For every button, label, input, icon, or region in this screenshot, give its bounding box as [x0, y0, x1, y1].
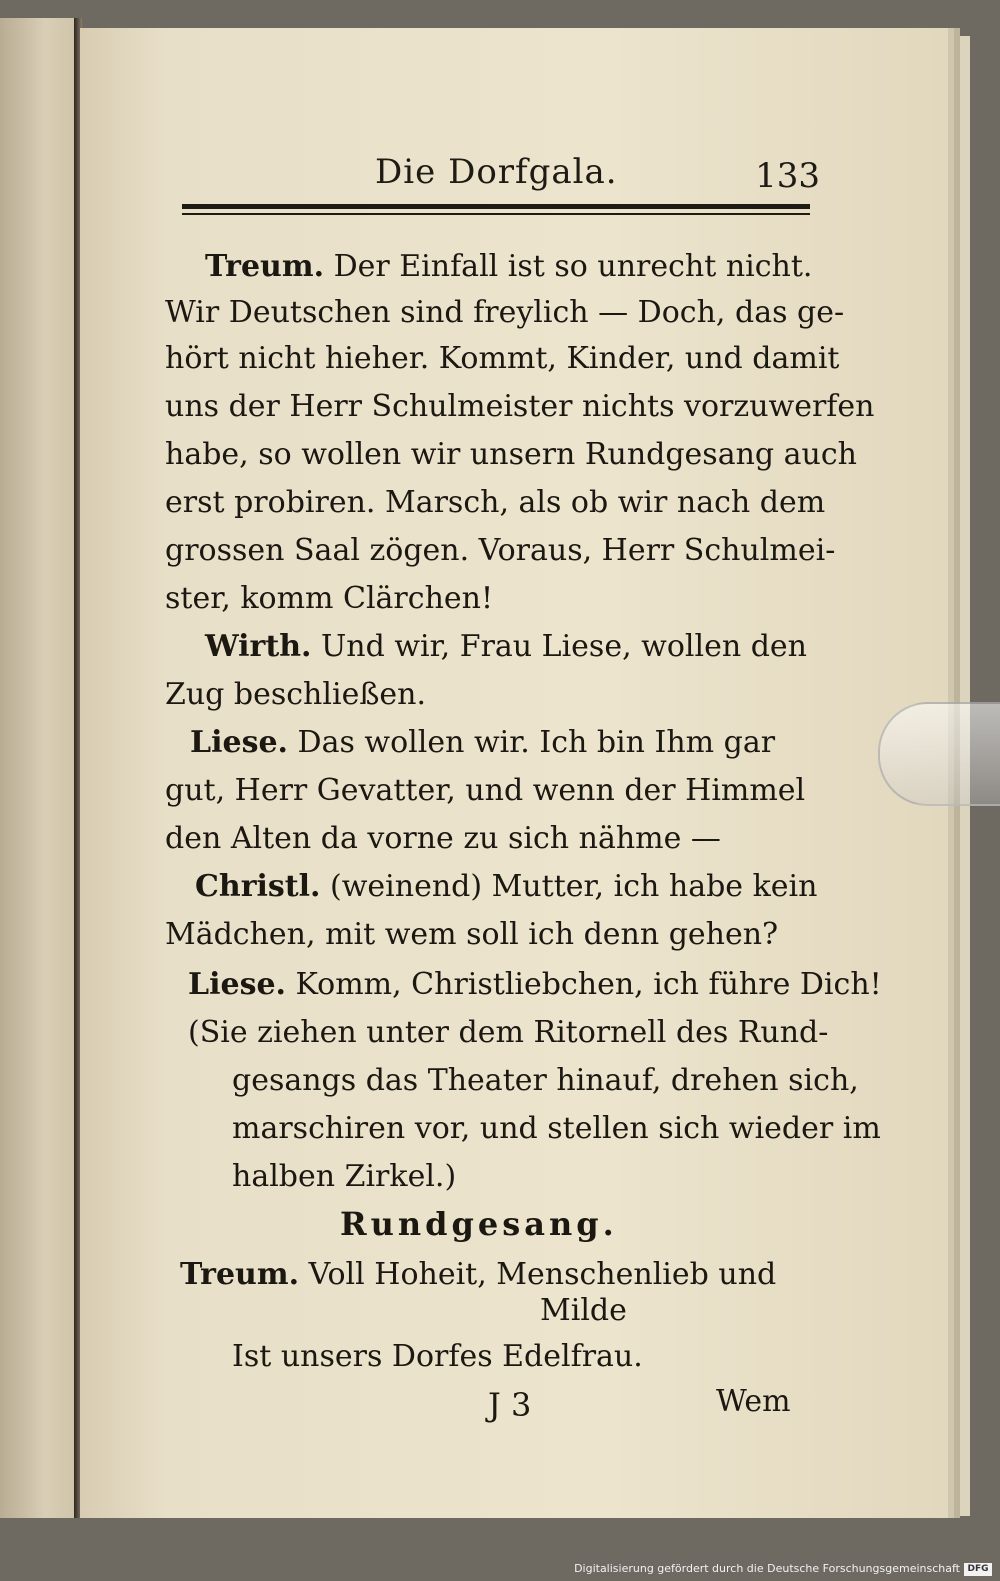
line-text: grossen Saal zögen. Voraus, Herr Schulmei- [165, 533, 836, 568]
page-header [180, 148, 820, 196]
song-line [180, 1258, 776, 1292]
text-line [165, 390, 874, 424]
text-line [165, 296, 844, 330]
line-text: marschiren vor, und stellen sich wieder im [232, 1111, 881, 1146]
text-line [195, 870, 817, 904]
line-text: Und wir, Frau Liese, wollen den [311, 629, 807, 664]
text-line [190, 726, 775, 760]
stage-direction-line [232, 1160, 456, 1194]
line-text: Milde [540, 1293, 627, 1328]
stage-direction-line [188, 1016, 828, 1050]
stage-direction-line [232, 1112, 881, 1146]
line-text: Ist unsers Dorfes Edelfrau. [232, 1339, 643, 1374]
text-line [205, 630, 807, 664]
header-rule [182, 204, 810, 215]
line-text: habe, so wollen wir unsern Rundgesang auch [165, 437, 857, 472]
text-line [165, 774, 805, 808]
line-text: Mädchen, mit wem soll ich denn gehen? [165, 917, 779, 952]
text-line [205, 250, 812, 284]
line-text: Komm, Christliebchen, ich führe Dich! [286, 967, 882, 1002]
line-text: erst probiren. Marsch, als ob wir nach dem [165, 485, 826, 520]
line-text: Zug beschließen. [165, 677, 426, 712]
text-line [165, 342, 839, 376]
text-line [165, 822, 721, 856]
line-text: Wir Deutschen sind freylich — Doch, das ge- [165, 295, 845, 330]
song-line [232, 1340, 643, 1374]
speaker: Christl. [195, 869, 321, 904]
speaker: Liese. [188, 967, 286, 1002]
signature-mark: J 3 [488, 1386, 532, 1424]
song-line [540, 1294, 627, 1328]
dfg-logo: DFG [964, 1563, 992, 1576]
text-line [165, 438, 857, 472]
speaker: Treum. [205, 249, 325, 284]
song-heading: Rundgesang. [340, 1205, 618, 1243]
stage-direction-line [232, 1064, 859, 1098]
page-number: 133 [755, 156, 820, 196]
text-line [165, 582, 493, 616]
line-text: den Alten da vorne zu sich nähme — [165, 821, 721, 856]
speaker: Treum. [180, 1257, 300, 1292]
text-line [165, 678, 426, 712]
text-line [165, 918, 778, 952]
facing-page-edge [0, 18, 79, 1518]
text-line [165, 486, 825, 520]
text-line [165, 534, 835, 568]
line-text: Der Einfall ist so unrecht nicht. [324, 249, 813, 284]
line-text: Voll Hoheit, Menschenlieb und [299, 1257, 777, 1292]
speaker: Liese. [190, 725, 288, 760]
running-title: Die Dorfgala. [375, 152, 618, 192]
catchword: Wem [716, 1384, 791, 1419]
line-text: hört nicht hieher. Kommt, Kinder, und damit [165, 341, 840, 376]
line-text: (weinend) Mutter, ich habe kein [320, 869, 818, 904]
line-text: Das wollen wir. Ich bin Ihm gar [288, 725, 776, 760]
page-clip [878, 702, 1000, 806]
line-text: gesangs das Theater hinauf, drehen sich, [232, 1063, 859, 1098]
speaker: Wirth. [205, 629, 312, 664]
line-text: gut, Herr Gevatter, und wenn der Himmel [165, 773, 806, 808]
line-text: (Sie ziehen unter dem Ritornell des Rund- [188, 1015, 829, 1050]
line-text: ster, komm Clärchen! [165, 581, 494, 616]
line-text: uns der Herr Schulmeister nichts vorzuwerfen [165, 389, 875, 424]
digitization-credit: Digitalisierung gefördert durch die Deutsche Forschungsgemeinschaft [574, 1562, 960, 1575]
line-text: halben Zirkel.) [232, 1159, 457, 1194]
text-line [188, 968, 882, 1002]
